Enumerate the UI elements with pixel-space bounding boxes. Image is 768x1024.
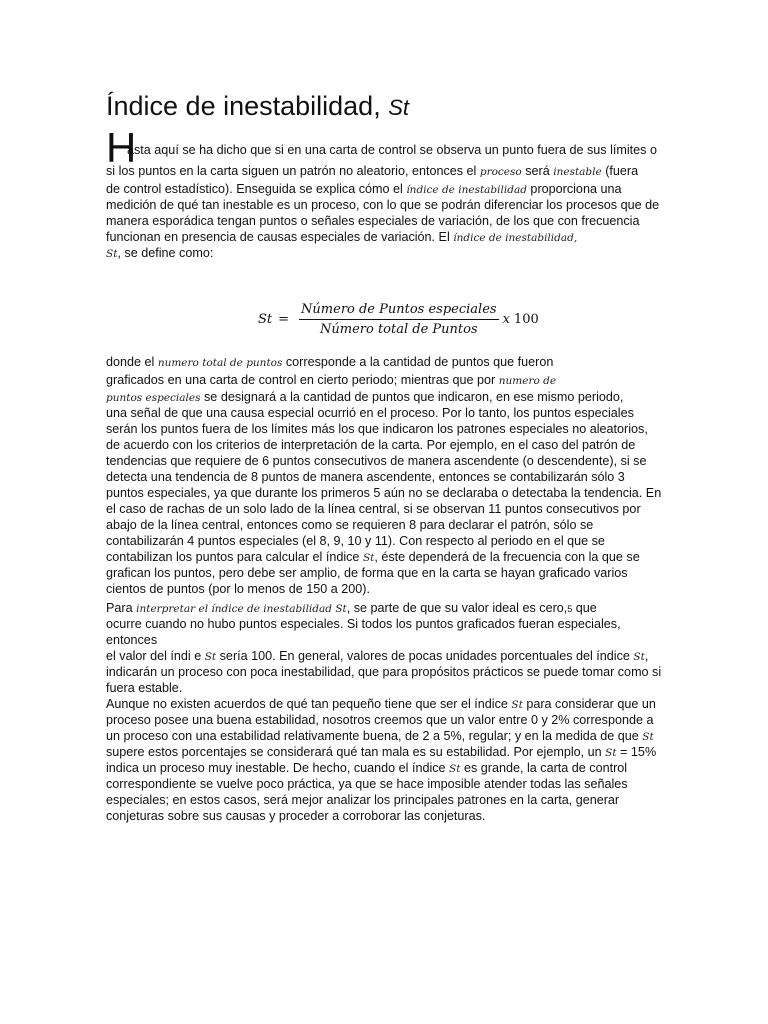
paragraph-2-line-9: puntos especiales, ya que durante los primeros 5 aún no se declaraba o detectaba la tendencia. En [106,486,662,500]
text-run: graficados en una carta de control en cierto periodo; mientras que por [106,373,499,387]
text-run: si los puntos en la carta siguen un patrón no aleatorio, entonces el [106,164,480,178]
paragraph-3-line-5: indicarán un proceso con poca inestabilidad, que para propósitos prácticos se puede tomar como si [106,665,662,679]
italic-term: interpretar el índice de inestabilidad St [136,603,347,615]
text-run: un proceso con una estabilidad relativamente buena, de 2 a 5%, regular; y en la medida de que [106,729,643,743]
paragraph-2-line-12: contabilizarán 4 puntos especiales (el 8, 9, 10 y 11). Con respecto al periodo en el que se [106,534,605,548]
formula-numerator: Número de Puntos especiales [299,302,499,320]
paragraph-1-line-4: medición de qué tan inestable es un proceso, con lo que se podrán diferenciar los procesos que de [106,198,660,212]
paragraph-2-line-6: de acuerdo con los criterios de interpretación de la carta. Por ejemplo, en el caso del patrón de [106,438,636,452]
italic-term: inestable [553,166,602,178]
text-run: funcionan en presencia de causas especiales de variación. El [106,230,454,244]
paragraph-2-line-15: cientos de puntos (por lo menos de 150 a 200). [106,582,370,596]
italic-symbol: St [106,248,118,260]
formula-times: x [502,312,510,327]
paragraph-3 [106,600,666,824]
italic-term: puntos especiales [106,392,201,404]
paragraph-3-line-8: proceso posee una buena estabilidad, nosotros creemos que un valor entre 0 y 2% corresponde a [106,713,654,727]
text-run: = 15% [616,745,657,759]
formula-fraction [299,302,499,337]
text-run: , se parte de que su valor ideal es cero, [346,601,568,615]
paragraph-2 [106,354,666,597]
text-run: para considerar que un [522,697,656,711]
paragraph-3-line-10 [106,744,666,760]
paragraph-1 [106,163,666,261]
paragraph-2-line-5: serán los puntos fuera de los límites más los que indicaron los patrones especiales no aleatorios, [106,422,648,436]
text-run: proporciona una [526,182,622,196]
text-run: el valor del índi e [106,649,205,663]
italic-term: índice de inestabilidad, [453,232,578,244]
text-run: contabilizan los puntos para calcular el índice [106,550,363,564]
formula-lhs: St [258,312,273,327]
paragraph-3-line-1 [106,600,666,616]
italic-symbol: St [642,731,654,743]
drop-cap-letter: H [106,124,137,171]
paragraph-3-line-14: conjeturas sobre sus causas y proceder a corroborar las conjeturas. [106,809,486,823]
paragraph-2-line-8: detecta una tendencia de 8 puntos de manera ascendente, entonces se contabilizarán sólo 3 [106,470,625,484]
paragraph-3-line-4 [106,648,666,664]
paragraph-3-line-2: ocurre cuando no hubo puntos especiales. Si todos los puntos graficados fueran especiales, [106,617,621,631]
page-title [106,88,409,126]
text-run: de control estadístico). Enseguida se explica cómo el [106,182,407,196]
text-run: donde el [106,355,158,369]
paragraph-3-line-13: especiales; en estos casos, será mejor analizar los principales patrones en la carta, generar [106,793,620,807]
italic-term: numero total de puntos [157,357,283,369]
text-run: , se define como: [117,246,214,260]
paragraph-1-line-5: manera esporádica tengan puntos o señales especiales de variación, de los que con frecuencia [106,214,640,228]
italic-symbol: St [449,763,461,775]
paragraph-3-line-9 [106,728,666,744]
italic-symbol: St [605,747,617,759]
italic-term: proceso [479,166,522,178]
text-run: indica un proceso muy inestable. De hecho, cuando el índice [106,761,450,775]
italic-term: numero de [498,375,557,387]
title-text: Índice de inestabilidad, [106,91,389,121]
paragraph-1-line-7 [106,245,666,261]
text-run: será [521,164,554,178]
paragraph-2-line-10: el caso de rachas de un solo lado de la línea central, si se observan 11 puntos consecutivos por [106,502,641,516]
text-run: es grande, la carta de control [460,761,628,775]
italic-symbol: St [633,651,645,663]
text-run: se designará a la cantidad de puntos que indicaron, en ese mismo periodo, [200,390,624,404]
text-run: , éste dependerá de la frecuencia con la que se [374,550,640,564]
text-run: Para [106,601,137,615]
text-run: corresponde a la cantidad de puntos que fueron [282,355,554,369]
paragraph-2-line-7: tendencias que requiere de 6 puntos consecutivos de manera ascendente (o descendente), si se [106,454,647,468]
italic-symbol: St [511,699,523,711]
paragraph-2-line-1 [106,354,666,372]
paragraph-1-line-1: asta aquí se ha dicho que si en una carta de control se observa un punto fuera de sus límites o [127,143,657,157]
paragraph-3-line-11 [106,760,666,776]
text-run: supere estos porcentajes se considerará qué tan mala es su estabilidad. Por ejemplo, un [106,745,606,759]
text-run: sería 100. En general, valores de pocas unidades porcentuales del índice [216,649,634,663]
paragraph-1-line-6 [106,229,666,245]
paragraph-2-line-3 [106,389,666,405]
paragraph-3-line-12: correspondiente se vuelve poco práctica, ya que se hace imposible atender todas las señales [106,777,628,791]
paragraph-2-line-11: abajo de la línea central, entonces como se requieren 8 para declarar el patrón, sólo se [106,518,594,532]
paragraph-2-line-4: una señal de que una causa especial ocurrió en el proceso. Por lo tanto, los puntos especiales [106,406,634,420]
paragraph-2-line-2 [106,372,666,389]
formula-equals: = [278,312,290,327]
text-run: Aunque no existen acuerdos de qué tan pequeño tiene que ser el índice [106,697,512,711]
paragraph-3-line-6: fuera estable. [106,681,183,695]
paragraph-2-line-14: grafican los puntos, pero debe ser amplio, de forma que en la carta se hayan graficado varios [106,566,628,580]
formula-factor: 100 [513,312,539,327]
italic-symbol: St [362,552,375,564]
paragraph-3-line-7 [106,696,666,712]
italic-term: índice de inestabilidad [406,184,527,196]
paragraph-2-line-13 [106,549,666,565]
stability-index-formula [258,302,539,337]
italic-symbol: St [204,651,217,663]
footnote-marker: 5 [567,604,573,614]
title-symbol: St [388,95,409,120]
text-run: (fuera [601,164,639,178]
paragraph-3-line-3: entonces [106,633,158,647]
text-run: , [644,649,649,663]
paragraph-1-line-3 [106,181,666,197]
text-run: que [572,601,597,615]
formula-denominator: Número total de Puntos [320,322,478,337]
paragraph-1-line-2 [106,163,666,181]
